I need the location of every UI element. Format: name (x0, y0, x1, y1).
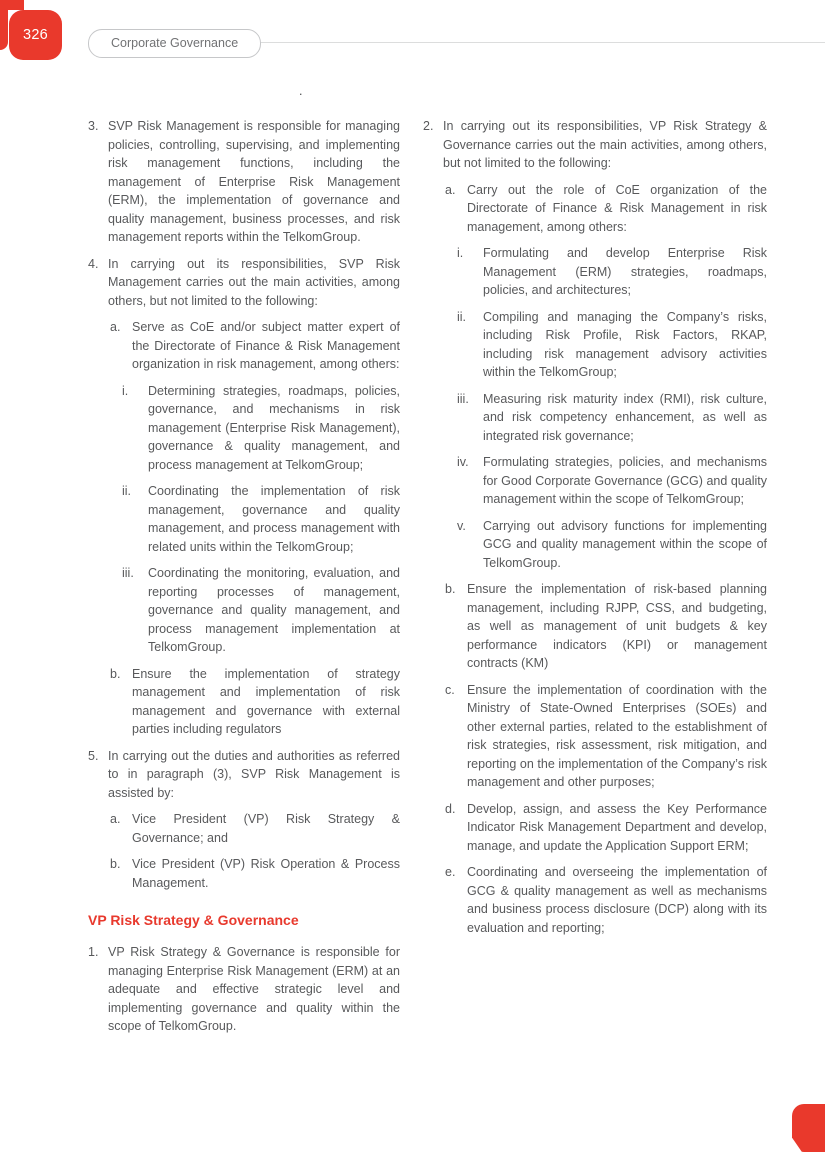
list-marker: i. (457, 246, 464, 260)
list-text: Vice President (VP) Risk Strategy & Governance; and (132, 812, 400, 845)
list-item (457, 390, 767, 446)
list-text: Determining strategies, roadmaps, policies, governance, and mechanisms in risk management (Enterprise Risk Management), governance & quality management, and process management at TelkomGroup; (148, 383, 400, 472)
list-item (88, 943, 400, 1036)
list-item (445, 681, 767, 792)
list-marker: a. (445, 182, 456, 197)
list-text: SVP Risk Management is responsible for managing policies, controlling, supervising, and implementing risk management functions, including the management of Enterprise Risk Management (ERM), the implementation of governance and quality management, business processes, and risk management reports within the TelkomGroup. (108, 119, 400, 244)
page-number: 326 (22, 27, 49, 43)
list-marker: 2. (423, 119, 434, 133)
list-marker: ii. (457, 309, 467, 324)
list-item (445, 181, 767, 237)
list-text: Carry out the role of CoE organization of the Directorate of Finance & Risk Management in risk management, among others: (467, 182, 767, 234)
sublist (122, 382, 400, 657)
list-marker: 1. (88, 945, 99, 959)
list-text: Coordinating and overseeing the implementation of GCG & quality management as well as mechanisms and business process disclosure (DCP) along with its evaluation and reporting; (467, 865, 767, 935)
list-marker: v. (457, 518, 466, 533)
list-item (88, 255, 400, 311)
list-marker: 3. (88, 119, 99, 133)
list-item (423, 117, 767, 173)
list-item (457, 308, 767, 382)
section-tab-label: Corporate Governance (111, 36, 239, 50)
list-marker: c. (445, 682, 455, 697)
list-text: Carrying out advisory functions for implementing GCG and quality management within the scope of TelkomGroup. (483, 518, 767, 570)
list-marker: 5. (88, 748, 99, 763)
list-marker: b. (110, 666, 121, 681)
list-item (122, 482, 400, 556)
list-marker: iv. (457, 455, 469, 469)
list-text: Ensure the implementation of coordination with the Ministry of State-Owned Enterprises (SOEs) and other external parties, related to the establishment of risk strategies, risk assessment, risk mitigation, and reporting on the implementation of the Company’s risk management and other purposes; (467, 682, 767, 789)
list-item (457, 517, 767, 573)
list-text: Ensure the implementation of risk-based planning management, including RJPP, CSS, and budgeting, as well as management of unit budgets & key performance indicators (KPI) or management contracts (KM) (467, 582, 767, 670)
list-text: Coordinating the monitoring, evaluation, and reporting processes of management, governance and quality management, and process management implementation at TelkomGroup. (148, 566, 400, 654)
list-item (445, 580, 767, 673)
list-text: In carrying out its responsibilities, VP Risk Strategy & Governance carries out the main activities, among others, but not limited to the following: (443, 119, 767, 170)
list-item (88, 747, 400, 803)
list-item (110, 810, 400, 847)
list-text: In carrying out the duties and authorities as referred to in paragraph (3), SVP Risk Management is assisted by: (108, 748, 400, 800)
list-item (88, 117, 400, 247)
list-item (122, 382, 400, 475)
list-item (445, 863, 767, 937)
list-item (122, 564, 400, 657)
section-tab (88, 29, 261, 58)
section-heading: VP Risk Strategy & Governance (88, 912, 299, 928)
list-item (445, 800, 767, 856)
list-marker: i. (122, 383, 129, 398)
list-text: Vice President (VP) Risk Operation & Process Management. (132, 857, 400, 890)
list-item (457, 244, 767, 300)
right-column (423, 117, 767, 945)
header-rule (260, 42, 825, 43)
list-text: Formulating and develop Enterprise Risk Management (ERM) strategies, roadmaps, policies, and architectures; (483, 246, 767, 297)
list-marker: 4. (88, 256, 99, 271)
sublist (110, 318, 400, 739)
corner-ribbon-icon (792, 1104, 825, 1152)
list-text: In carrying out its responsibilities, SVP Risk Management carries out the main activities, among others, but not limited to the following: (108, 256, 400, 308)
list-item (110, 318, 400, 374)
list-marker: b. (110, 857, 121, 871)
list-marker: a. (110, 320, 121, 334)
corner-ribbon-icon (0, 0, 8, 50)
list-marker: e. (445, 865, 456, 879)
list-text: Formulating strategies, policies, and mechanisms for Good Corporate Governance (GCG) and quality management within the scope of TelkomGroup; (483, 455, 767, 506)
list-marker: iii. (122, 566, 134, 580)
list-text: Coordinating the implementation of risk management, governance and quality management, and process management with related units within the TelkomGroup; (148, 484, 400, 554)
left-column (88, 117, 400, 1044)
list-marker: a. (110, 812, 121, 826)
list-text: Develop, assign, and assess the Key Performance Indicator Risk Management Department and develop, manage, and update the Application Support ERM; (467, 801, 767, 853)
list-text: Serve as CoE and/or subject matter expert of the Directorate of Finance & Risk Management organization in risk management, among others: (132, 320, 400, 371)
list-item (457, 453, 767, 509)
list-text: Measuring risk maturity index (RMI), risk culture, and risk competency enhancement, as well as integrated risk governance; (483, 391, 767, 443)
list-item (110, 665, 400, 739)
sublist (457, 244, 767, 572)
list-item (110, 855, 400, 892)
list-text: Compiling and managing the Company’s risks, including Risk Profile, Risk Factors, RKAP, including risk management advisory activities within the TelkomGroup; (483, 309, 767, 379)
list-marker: d. (445, 801, 456, 816)
list-marker: ii. (122, 484, 132, 498)
sublist (445, 181, 767, 938)
list-marker: b. (445, 582, 456, 596)
sublist (110, 810, 400, 892)
list-text: Ensure the implementation of strategy management and implementation of risk management and governance with external parties including regulators (132, 666, 400, 736)
stray-dot: . (299, 84, 303, 98)
list-text: VP Risk Strategy & Governance is responsible for managing Enterprise Risk Management (ERM) at an adequate and effective strategic level and implementing governance and quality within the scope of TelkomGroup. (108, 945, 400, 1033)
page-number-badge (9, 10, 62, 60)
list-marker: iii. (457, 391, 469, 406)
